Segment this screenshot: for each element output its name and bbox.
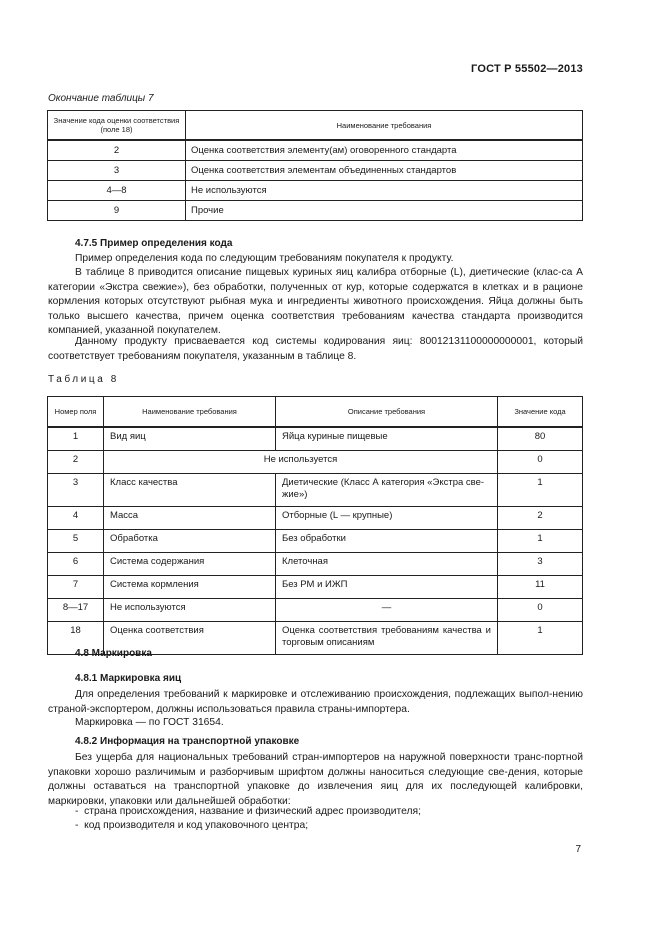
table-8-header-code: Значение кода: [498, 397, 583, 428]
table-cell: 4: [48, 507, 104, 530]
document-header: ГОСТ Р 55502—2013: [471, 63, 583, 75]
table-cell: Оценка соответствия элементу(ам) оговоренного стандарта: [186, 140, 583, 161]
table-cell: 4—8: [48, 181, 186, 201]
table-cell: 6: [48, 553, 104, 576]
table-8-header-name: Наименование требования: [104, 397, 276, 428]
table-cell: 2: [498, 507, 583, 530]
table-cell: 5: [48, 530, 104, 553]
section-4-7-5-paragraph: В таблице 8 приводится описание пищевых куриных яиц калибра отборные (L), диетические (клас-са А категории «Экстра свежие»), без обработки, полученных от кур, которые содержатся в клетках и в рационе кормления которых отсутствуют рыбная мука и ингредиенты животного происхождения. Яйца должны быть только высшего качества, причем оценка соответствия требованиям качества стандарта производится компанией, указанной покупателем.: [48, 267, 583, 336]
table-cell: Без РМ и ИЖП: [276, 576, 498, 599]
table-row: [48, 181, 583, 201]
section-4-8-1-marking-ref: Маркировка — по ГОСТ 31654.: [75, 717, 224, 728]
table-cell: Обработка: [104, 530, 276, 553]
table-7-caption: Окончание таблицы 7: [48, 93, 154, 104]
table-cell: Не используются: [104, 599, 276, 622]
table-row: [48, 576, 583, 599]
table-cell: 3: [48, 474, 104, 507]
list-item-text: страна происхождения, название и физический адрес производителя;: [84, 806, 421, 817]
table-cell: 8—17: [48, 599, 104, 622]
table-row: [48, 140, 583, 161]
table-cell: Яйца куриные пищевые: [276, 427, 498, 451]
section-4-8-1-title: 4.8.1 Маркировка яиц: [75, 673, 182, 684]
section-4-7-5-intro: Пример определения кода по следующим требованиям покупателя к продукту.: [75, 253, 454, 264]
table-cell: Диетические (Класс А категория «Экстра све-жие»): [276, 474, 498, 507]
table-cell: 1: [48, 427, 104, 451]
table-7: [47, 110, 583, 221]
table-cell: 2: [48, 140, 186, 161]
table-cell: Оценка соответствия: [104, 622, 276, 655]
table-cell: 18: [48, 622, 104, 655]
table-cell: 1: [498, 474, 583, 507]
section-4-8-2-title: 4.8.2 Информация на транспортной упаковке: [75, 736, 300, 747]
section-4-7-5-code-paragraph: Данному продукту присваевается код системы кодирования яиц: 80012131100000000001, который соответствует требованиям покупателя, указанным в таблице 8.: [48, 336, 583, 362]
table-cell: 80: [498, 427, 583, 451]
section-4-8-title: 4.8 Маркировка: [75, 648, 152, 659]
table-row: [48, 553, 583, 576]
table-row: [48, 474, 583, 507]
table-cell: Прочие: [186, 201, 583, 221]
table-cell: Клеточная: [276, 553, 498, 576]
table-row: [48, 451, 583, 474]
table-cell: 7: [48, 576, 104, 599]
table-cell: 2: [48, 451, 104, 474]
list-item: [75, 819, 308, 834]
table-cell: Вид яиц: [104, 427, 276, 451]
table-8-header-desc: Описание требования: [276, 397, 498, 428]
table-cell: Оценка соответствия требованиям качества и торговым описаниям: [276, 622, 498, 655]
table-cell: 0: [498, 599, 583, 622]
section-4-8-1-paragraph: Для определения требований к маркировке и отслеживанию происхождения, подлежащих выпол-нению страной-экспортером, должны использоваться правила страны-импортера.: [48, 689, 583, 715]
bullet-dash: -: [75, 806, 85, 817]
table-cell: Отборные (L — крупные): [276, 507, 498, 530]
table-cell: Система кормления: [104, 576, 276, 599]
table-8-header-num: Номер поля: [48, 397, 104, 428]
table-7-header-code: Значение кода оценки соответствия (поле 18): [48, 111, 186, 141]
table-cell-merged: Не используется: [104, 451, 498, 474]
table-cell: 3: [498, 553, 583, 576]
table-cell: 3: [48, 161, 186, 181]
table-7-header-name: Наименование требования: [186, 111, 583, 141]
table-row: [48, 201, 583, 221]
bullet-dash: -: [75, 820, 85, 831]
table-cell: —: [276, 599, 498, 622]
table-row: [48, 507, 583, 530]
table-cell: 11: [498, 576, 583, 599]
section-4-7-5-title: 4.7.5 Пример определения кода: [75, 238, 233, 249]
table-row: [48, 530, 583, 553]
page-number: 7: [575, 844, 581, 855]
table-8-caption: Таблица 8: [48, 374, 119, 385]
list-item: [75, 805, 421, 820]
table-cell: Класс качества: [104, 474, 276, 507]
table-row: [48, 427, 583, 451]
table-8: [47, 396, 583, 655]
table-row: [48, 161, 583, 181]
table-cell: 9: [48, 201, 186, 221]
table-cell: Система содержания: [104, 553, 276, 576]
table-cell: Оценка соответствия элементам объединенных стандартов: [186, 161, 583, 181]
table-cell: Без обработки: [276, 530, 498, 553]
section-4-8-2-paragraph: Без ущерба для национальных требований стран-импортеров на наружной поверхности транс-портной упаковки хорошо различимым и разборчивым шрифтом должны наноситься следующие све-дения, которые должны оставаться на транспортной упаковке до извлечения яиц для их последующей калибровки, маркировки, упаковки или дальнейшей обработки:: [48, 752, 583, 807]
table-cell: 1: [498, 622, 583, 655]
table-cell: Масса: [104, 507, 276, 530]
table-cell: 0: [498, 451, 583, 474]
list-item-text: код производителя и код упаковочного центра;: [84, 820, 309, 831]
table-cell: 1: [498, 530, 583, 553]
table-row: [48, 599, 583, 622]
table-cell: Не используются: [186, 181, 583, 201]
